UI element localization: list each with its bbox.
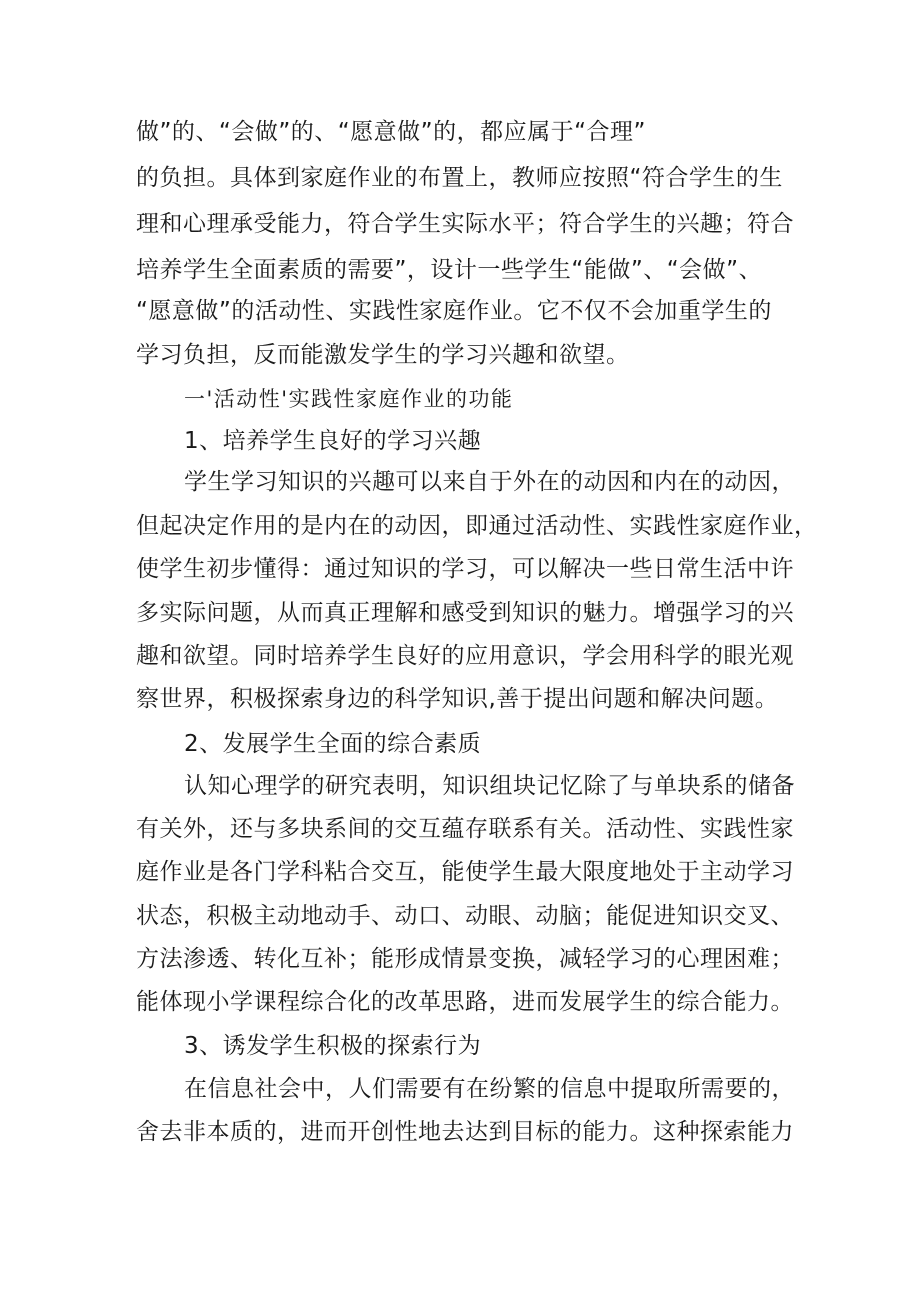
subsection-heading: 2、发展学生全面的综合素质 [184, 731, 482, 757]
subsection-heading: 3、诱发学生积极的探索行为 [184, 1033, 482, 1059]
text-line: 能体现小学课程综合化的改革思路，进而发展学生的综合能力。 [136, 989, 794, 1015]
text-line: 状态，积极主动地动手、动口、动眼、动脑；能促进知识交叉、 [136, 903, 794, 929]
subsection-heading: 1、培养学生良好的学习兴趣 [184, 428, 482, 454]
text-line: 有关外，还与多块系间的交互蕴存联系有关。活动性、实践性家 [136, 816, 794, 842]
text-line: 培养学生全面素质的需要”，设计一些学生“能做”、“会做”、 [136, 257, 763, 283]
text-line: 做”的、“会做”的、“愿意做”的，都应属于“合理” [136, 119, 646, 145]
text-line: 使学生初步懂得：通过知识的学习，可以解决一些日常生活中许 [136, 556, 794, 582]
section-heading: 一'活动性'实践性家庭作业的功能 [184, 387, 514, 411]
text-line: 理和心理承受能力，符合学生实际水平；符合学生的兴趣；符合 [136, 211, 794, 237]
text-line: 但起决定作用的是内在的动因，即通过活动性、实践性家庭作业， [136, 513, 818, 539]
paragraph-first-line: 认知心理学的研究表明，知识组块记忆除了与单块系的储备 [184, 773, 795, 799]
text-line: 的负担。具体到家庭作业的布置上，教师应按照“符合学生的生 [136, 165, 783, 191]
paragraph-first-line: 在信息社会中，人们需要有在纷繁的信息中提取所需要的， [184, 1076, 795, 1102]
text-line: 趣和欲望。同时培养学生良好的应用意识，学会用科学的眼光观 [136, 643, 794, 669]
text-line: 庭作业是各门学科粘合交互，能使学生最大限度地处于主动学习 [136, 859, 794, 885]
text-line: “愿意做”的活动性、实践性家庭作业。它不仅不会加重学生的 [136, 298, 772, 324]
text-line: 学习负担，反而能激发学生的学习兴趣和欲望。 [136, 342, 630, 368]
paragraph-first-line: 学生学习知识的兴趣可以来自于外在的动因和内在的动因， [184, 469, 795, 495]
text-line: 方法渗透、转化互补；能形成情景变换，减轻学习的心理困难； [136, 946, 794, 972]
text-line: 舍去非本质的，进而开创性地去达到目标的能力。这种探索能力 [136, 1119, 794, 1145]
text-line: 多实际问题，从而真正理解和感受到知识的魅力。增强学习的兴 [136, 600, 794, 626]
text-line: 察世界，积极探索身边的科学知识,善于提出问题和解决问题。 [136, 686, 779, 712]
